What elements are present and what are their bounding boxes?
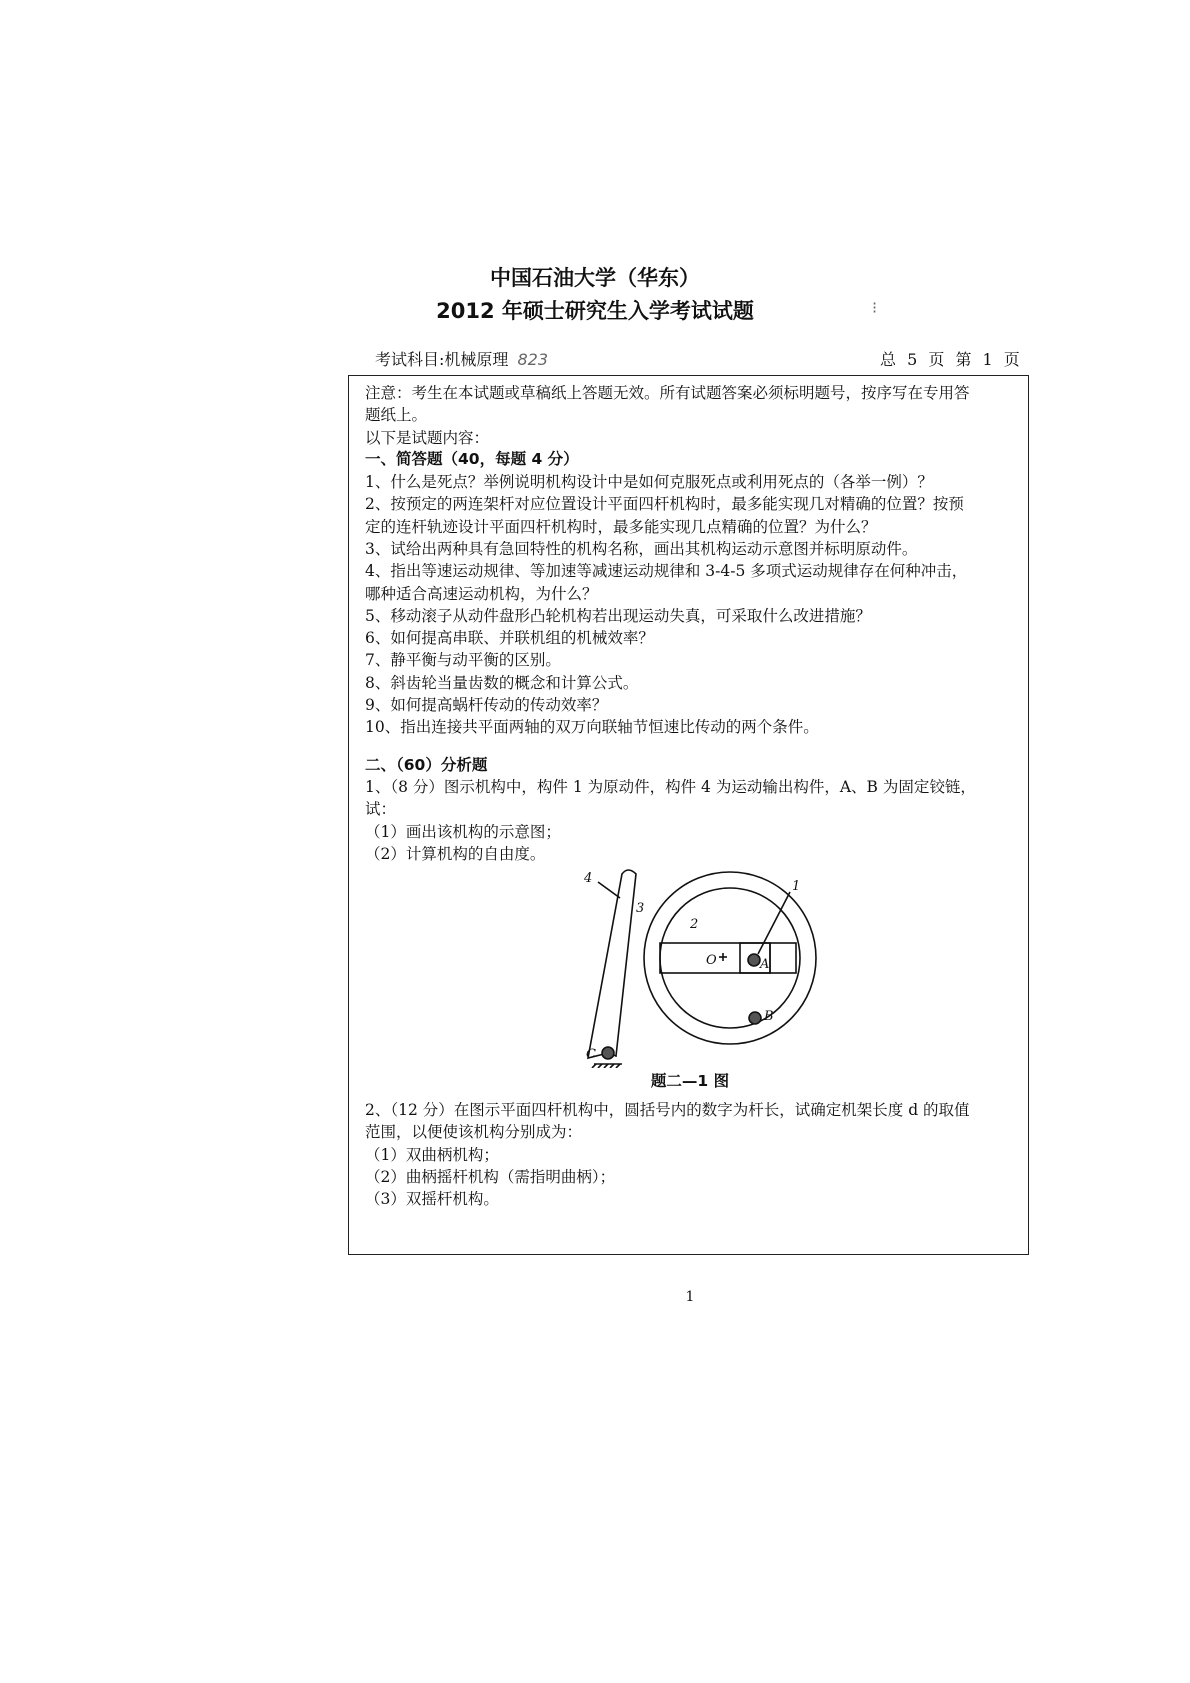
outer-ring-inner [660, 888, 800, 1028]
label-link-2: 2 [690, 917, 699, 932]
problem-2-part-b: （2）曲柄摇杆机构（需指明曲柄）； [365, 1168, 616, 1186]
question-2-line-2: 定的连杆轨迹设计平面四杆机构时，最多能实现几点精确的位置？为什么？ [365, 518, 877, 536]
problem-2-line-1: 2、（12 分）在图示平面四杆机构中，圆括号内的数字为杆长，试确定机架长度 d 的取值 [365, 1101, 970, 1119]
question-10: 10、指出连接共平面两轴的双万向联轴节恒速比传动的两个条件。 [365, 718, 819, 736]
label-pivot-b: B [764, 1009, 774, 1024]
page-number: 1 [685, 1289, 695, 1305]
pivot-b-circle [749, 1012, 761, 1024]
label-center-o: O [706, 953, 717, 968]
question-5: 5、移动滚子从动件盘形凸轮机构若出现运动失真，可采取什么改进措施？ [365, 607, 871, 625]
rocker-link-4 [588, 870, 636, 1058]
subject-code-handwritten: 823 [517, 350, 549, 369]
section1-heading: 一、简答题（40，每题 4 分） [365, 450, 579, 468]
margin-scribble: ⁝ [872, 298, 878, 317]
mechanism-figure [580, 868, 820, 1068]
label-link-3: 3 [636, 901, 645, 916]
pivot-a-circle [748, 954, 760, 966]
question-6: 6、如何提高串联、并联机组的机械效率？ [365, 629, 654, 647]
problem-2-line-2: 范围，以便使该机构分别成为： [365, 1123, 583, 1141]
figure-caption: 题二—1 图 [650, 1072, 730, 1090]
page-info: 总 5 页 第 1 页 [880, 350, 1020, 369]
problem-1-line-2: 试： [365, 800, 397, 818]
outer-ring-outer [644, 872, 816, 1044]
question-8: 8、斜齿轮当量齿数的概念和计算公式。 [365, 674, 639, 692]
slider-link-2 [660, 943, 796, 973]
question-9: 9、如何提高蜗杆传动的传动效率？ [365, 696, 608, 714]
question-7: 7、静平衡与动平衡的区别。 [365, 651, 561, 669]
exam-subject [375, 347, 548, 370]
pivot-c-circle [602, 1047, 614, 1059]
label-pivot-a: A [760, 957, 770, 972]
question-4-line-1: 4、指出等速运动规律、等加速等减速运动规律和 3-4-5 多项式运动规律存在何种冲击， [365, 562, 968, 580]
problem-1-line-1: 1、（8 分）图示机构中，构件 1 为原动件，构件 4 为运动输出构件，A、B 为固定铰链， [365, 778, 976, 796]
school-name: 中国石油大学（华东） [490, 266, 700, 290]
notice-line-3: 以下是试题内容： [365, 429, 490, 447]
exam-title: 2012 年硕士研究生入学考试试题 [436, 299, 754, 323]
problem-1-part-a: （1）画出该机构的示意图； [365, 823, 561, 841]
notice-line-1: 注意：考生在本试题或草稿纸上答题无效。所有试题答案必须标明题号，按序写在专用答 [365, 384, 970, 402]
question-1: 1、什么是死点？举例说明机构设计中是如何克服死点或利用死点的（各举一例）？ [365, 473, 933, 491]
problem-2-part-c: （3）双摇杆机构。 [365, 1190, 499, 1208]
question-4-line-2: 哪种适合高速运动机构，为什么？ [365, 585, 598, 603]
problem-2-part-a: （1）双曲柄机构； [365, 1146, 499, 1164]
label-link-1: 1 [792, 879, 801, 894]
label-pivot-c: C [586, 1047, 596, 1062]
label-link-4: 4 [584, 871, 593, 886]
section2-heading: 二、（60）分析题 [365, 756, 488, 774]
question-3: 3、试给出两种具有急回特性的机构名称，画出其机构运动示意图并标明原动件。 [365, 540, 918, 558]
problem-1-part-b: （2）计算机构的自由度。 [365, 845, 546, 863]
question-2-line-1: 2、按预定的两连架杆对应位置设计平面四杆机构时，最多能实现几对精确的位置？按预 [365, 495, 964, 513]
notice-line-2: 题纸上。 [365, 406, 428, 424]
subject-label: 考试科目:机械原理 [375, 350, 509, 369]
